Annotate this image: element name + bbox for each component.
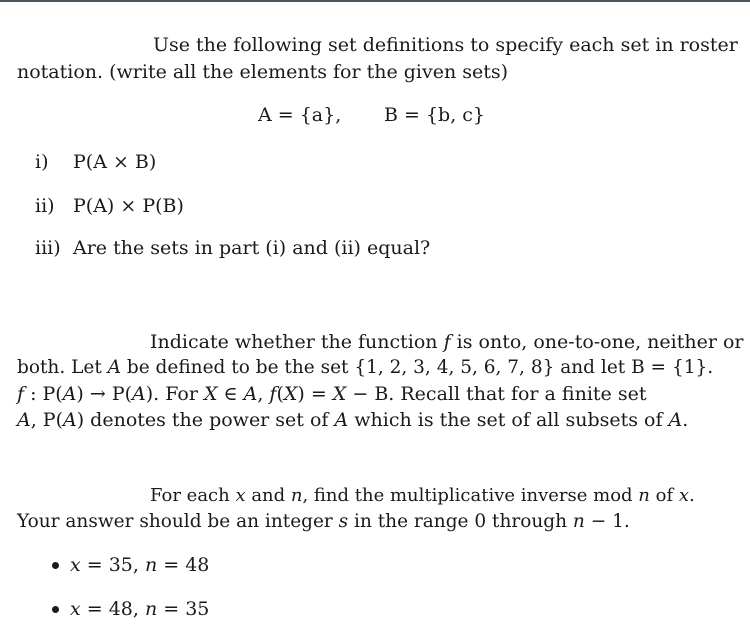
q2-line-3: 𝑓 : P(𝐴) → P(𝐴). For 𝑋 ∈ 𝐴, 𝑓(𝑋) = 𝑋 − B. Recall that for a finite set — [17, 383, 647, 405]
q3-line-2: Your answer should be an integer 𝑠 in the range 0 through 𝑛 − 1. — [17, 511, 630, 532]
q1-item-3-text: Are the sets in part (i) and (ii) equal? — [73, 237, 431, 259]
q1-intro-line2: notation. (write all the elements for the given sets) — [17, 61, 509, 83]
q1-item-2-label: ii) — [35, 195, 55, 217]
q3-bullet-2: 𝑥 = 48, 𝑛 = 35 — [70, 598, 210, 620]
bullet-icon — [52, 562, 59, 569]
q1-item-1-text: P(A × B) — [73, 151, 157, 173]
q3-bullet-1: 𝑥 = 35, 𝑛 = 48 — [70, 554, 210, 576]
set-b-definition: B = {b, c} — [384, 104, 486, 126]
q1-item-1-label: i) — [35, 151, 49, 173]
set-a-definition: A = {a}, — [258, 104, 342, 126]
q1-item-2-text: P(A) × P(B) — [73, 195, 184, 217]
top-border — [0, 0, 750, 2]
q3-line-1: For each 𝑥 and 𝑛, find the multiplicative inverse mod 𝑛 of 𝑥. — [150, 485, 695, 506]
bullet-icon — [52, 606, 59, 613]
q2-line-1: Indicate whether the function 𝑓 is onto, one-to-one, neither or — [150, 331, 744, 353]
q2-line-2: both. Let 𝐴 be defined to be the set {1, 2, 3, 4, 5, 6, 7, 8} and let B = {1}. — [17, 357, 714, 378]
q1-intro-line1: Use the following set definitions to specify each set in roster — [153, 34, 738, 56]
q2-line-4: 𝐴, P(𝐴) denotes the power set of 𝐴 which is the set of all subsets of 𝐴. — [17, 409, 689, 431]
q1-item-3-label: iii) — [35, 237, 61, 259]
